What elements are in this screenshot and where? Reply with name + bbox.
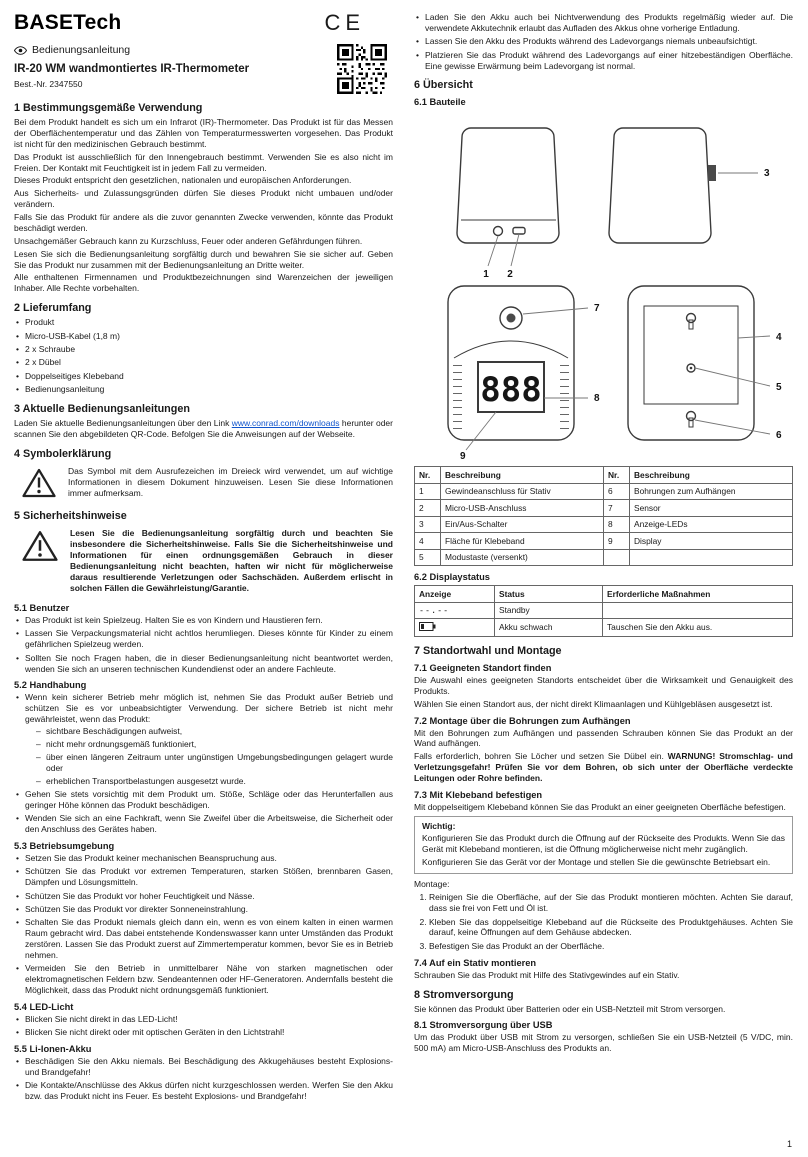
list-item: • Schützen Sie das Produkt vor direkter Sonneneinstrahlung. [14, 904, 393, 915]
table-cell: Gewindeanschluss für Stativ [441, 483, 604, 500]
section-7-3-paragraph: Mit doppelseitigem Klebeband können Sie das Produkt an einer geeigneten Oberfläche befestigen. [414, 801, 786, 812]
sublist-item: – über einen längeren Zeitraum unter ungünstigen Umgebungsbedingungen gelagert wurde oder [36, 752, 393, 774]
section-5-5-heading: 5.5 Li-Ionen-Akku [14, 1044, 92, 1055]
list-item: • Doppelseitiges Klebeband [14, 371, 393, 382]
table-row [415, 619, 793, 637]
callout-5: 5 [775, 382, 782, 394]
column-header: Beschreibung [630, 467, 793, 484]
callout-1: 1 [482, 269, 489, 281]
device-diagram [418, 110, 790, 462]
tripod-thread [493, 227, 502, 236]
table-header-row [415, 586, 793, 603]
section-6-1-heading: 6.1 Bauteile [414, 97, 466, 108]
power-switch [708, 165, 716, 181]
section-1-paragraph: Alle enthaltenen Firmennamen und Produktbezeichnungen sind Warenzeichen der jeweiligen Inhaber. Alle Rechte vorbehalten. [14, 272, 393, 294]
list-item: • Vermeiden Sie den Betrieb in unmittelbarer Nähe von starken magnetischen oder elektromagnetischen Feldern bzw. Sendeantennen oder HF-Generatoren. Andernfalls besteht die Möglichkeit, dass das Produkt nicht ordnungsgemäß funktioniert. [14, 963, 393, 996]
safety-warning-note [14, 525, 393, 597]
symbol-explanation-note [14, 463, 393, 502]
column-header: Nr. [604, 467, 630, 484]
table-cell: 2 [415, 500, 441, 517]
callout-9: 9 [459, 451, 466, 463]
section-7-4-heading: 7.4 Auf ein Stativ montieren [414, 957, 537, 968]
section-7-4-paragraph: Schrauben Sie das Produkt mit Hilfe des Stativgewindes auf ein Stativ. [414, 969, 680, 980]
action-cell [603, 602, 793, 619]
section-6-2-heading: 6.2 Displaystatus [414, 572, 490, 583]
list-item: • Laden Sie den Akku auch bei Nichtverwendung des Produkts regelmäßig wieder auf. Die verwendete Akkutechnik erlaubt das Aufladen des Akkus ohne vorherige Entladung. [414, 12, 793, 34]
list-item: • Blicken Sie nicht direkt in das LED-Licht! [14, 1014, 393, 1025]
list-item: • Micro-USB-Kabel (1,8 m) [14, 331, 393, 342]
usb-port [513, 228, 525, 235]
section-1-paragraph: Falls Sie das Produkt für andere als die zuvor genannten Zwecke verwenden, könnte das Produkt beschädigt werden. [14, 212, 393, 233]
section-7-2-paragraph: Mit den Bohrungen zum Aufhängen und passenden Schrauben können Sie das Produkt an der Wand aufhängen. [414, 727, 793, 749]
table-cell: 1 [415, 483, 441, 500]
important-paragraph: Konfigurieren Sie das Gerät vor der Montage und stellen Sie die gewünschte Betriebsart ein. [422, 856, 771, 867]
table-cell: Micro-USB-Anschluss [441, 500, 604, 517]
callout-8: 8 [593, 393, 600, 405]
table-cell [604, 549, 630, 566]
table-cell: Modustaste (versenkt) [441, 549, 604, 566]
adhesive-area [644, 306, 738, 404]
section-8-1-paragraph: Um das Produkt über USB mit Strom zu versorgen, schließen Sie ein USB-Netzteil (5 V/DC, min. 500 mA) am Micro-USB-Anschluss des Produkts an. [414, 1032, 793, 1054]
section-7-1-heading: 7.1 Geeigneten Standort finden [414, 662, 552, 673]
hanging-hole-top [686, 314, 695, 323]
column-header: Status [495, 586, 603, 603]
list-item: • Blicken Sie nicht direkt oder mit optischen Geräten in den Lichtstrahl! [14, 1027, 393, 1038]
product-title: IR-20 WM wandmontiertes IR-Thermometer [14, 63, 250, 75]
section-1-paragraph: Lesen Sie sich die Bedienungsanleitung sorgfältig durch und bewahren Sie sie sicher auf. Geben Sie das Produkt nur zusammen mit der Bedienungsanleitung an Dritte weiter. [14, 248, 393, 270]
section-7-1-paragraph: Die Auswahl eines geeigneten Standorts entscheidet über die Wirksamkeit und Genauigkeit des Produkts. [414, 674, 793, 696]
table-row [415, 500, 793, 517]
section-1-paragraph: Das Produkt ist ausschließlich für den Innengebrauch bestimmt. Verwenden Sie es also nicht im Freien. Der Kontakt mit Feuchtigkeit ist in jedem Fall zu vermeiden. [14, 151, 393, 173]
table-row [415, 549, 793, 566]
section-2-heading: 2 Lieferumfang [14, 302, 92, 315]
callout-4: 4 [775, 332, 782, 344]
table-cell: 9 [604, 533, 630, 550]
table-row [415, 533, 793, 550]
betriebsumgebung-list [14, 853, 393, 996]
list-item: • Lassen Sie den Akku des Produkts während des Ladevorgangs niemals unbeaufsichtigt. [414, 36, 793, 47]
important-paragraph: Konfigurieren Sie das Produkt durch die Öffnung auf der Rückseite des Produkts. Wenn Sie das Gerät mit Klebeband montieren, ist die Öffnung möglicherweise nicht mehr zugänglich. [422, 832, 785, 854]
battery-low-icon [419, 622, 436, 631]
device-rear-view [628, 286, 754, 440]
order-number: Best.-Nr. 2347550 [14, 79, 83, 89]
table-cell: 8 [604, 516, 630, 533]
list-item: • Platzieren Sie das Produkt während des Ladevorgangs auf einer hitzebeständigen Oberfläche. Eine gewisse Erwärmung beim Ladevorgang ist normal. [414, 50, 793, 72]
list-item: • Produkt [14, 317, 393, 328]
table-cell: Anzeige-LEDs [630, 516, 793, 533]
sublist-item: – nicht mehr ordnungsgemäß funktioniert, [36, 739, 393, 750]
callout-2: 2 [506, 269, 513, 281]
warning-text: WARNUNG! Stromschlag- und Verletzungsgefahr! Prüfen Sie vor dem Bohren, ob sich unter der Oberfläche verdeckte Leitungen oder Rohre befinden. [414, 751, 793, 783]
callout-7: 7 [593, 303, 600, 315]
table-cell: 6 [604, 483, 630, 500]
device-side-view [609, 128, 711, 243]
qr-code [337, 44, 387, 94]
section-5-4-heading: 5.4 LED-Licht [14, 1001, 74, 1012]
section-7-2-paragraph [414, 751, 793, 784]
list-item: • Setzen Sie das Produkt keiner mechanischen Beanspruchung aus. [14, 853, 393, 864]
doc-type-label: Bedienungsanleitung [32, 44, 131, 56]
table-cell: 3 [415, 516, 441, 533]
list-item: • 2 x Schraube [14, 344, 393, 355]
sublist-item: – sichtbare Beschädigungen aufweist, [36, 726, 393, 737]
section-4-heading: 4 Symbolerklärung [14, 447, 112, 460]
list-item: • Gehen Sie stets vorsichtig mit dem Produkt um. Stöße, Schläge oder das Herunterfallen aus geringer Höhe können das Produkt beschädigen. [14, 789, 393, 811]
hanging-hole-bottom [686, 412, 695, 421]
table-row [415, 483, 793, 500]
ce-mark: CE [324, 10, 365, 35]
section-8-paragraph: Sie können das Produkt über Batterien oder ein USB-Netzteil mit Strom versorgen. [414, 1003, 726, 1014]
section-8-heading: 8 Stromversorgung [414, 988, 514, 1001]
table-cell [630, 549, 793, 566]
section-1-paragraph: Aus Sicherheits- und Zulassungsgründen dürfen Sie dieses Produkt nicht umbauen und/oder verändern. [14, 188, 393, 210]
section-1-paragraph: Bei dem Produkt handelt es sich um ein Infrarot (IR)-Thermometer. Das Produkt ist für das Messen der Oberflächentemperatur und das Zählen von Temperaturmesswerten vorgesehen. Das Produkt ist nicht für den medizinischen Gebrauch bestimmt. [14, 117, 393, 149]
page-number: 1 [786, 1139, 792, 1149]
display-reading-cell: --.-- [415, 602, 495, 619]
list-item-text: Wenn kein sicherer Betrieb mehr möglich ist, nehmen Sie das Produkt außer Betrieb und schützen Sie es vor unbeabsichtigter Verwendung. Der sichere Betrieb ist nicht mehr gewährleistet, wenn das Produkt: [25, 692, 393, 725]
list-item: • Die Kontakte/Anschlüsse des Akkus dürfen nicht kurzgeschlossen werden. Werfen Sie den Akku bzw. das Produkt nicht ins Feuer. Es besteht Explosions- und Brandgefahr! [14, 1080, 393, 1102]
parts-table [414, 466, 793, 566]
benutzer-list [14, 615, 393, 674]
right-column [414, 12, 793, 1105]
list-item: • 2 x Dübel [14, 357, 393, 368]
list-item: • Beschädigen Sie den Akku niemals. Bei Beschädigung des Akkugehäuses besteht Explosions- und Brandgefahr! [14, 1056, 393, 1078]
list-item: • Bedienungsanleitung [14, 384, 393, 395]
section-1-paragraph: Unsachgemäßer Gebrauch kann zu Kurzschluss, Feuer oder anderen Gefährdungen führen. [14, 235, 363, 246]
table-cell: 7 [604, 500, 630, 517]
brand-tech: Tech [73, 11, 122, 34]
table-row [415, 516, 793, 533]
warning-triangle-icon [22, 468, 56, 498]
section-5-1-heading: 5.1 Benutzer [14, 603, 70, 614]
step-item: 3. Befestigen Sie das Produkt an der Oberfläche. [429, 941, 793, 952]
table-cell: Bohrungen zum Aufhängen [630, 483, 793, 500]
column-header: Nr. [415, 467, 441, 484]
section-7-heading: 7 Standortwahl und Montage [414, 644, 562, 657]
status-cell: Standby [495, 602, 603, 619]
display-reading-cell [415, 619, 495, 637]
action-cell: Tauschen Sie den Akku aus. [603, 619, 793, 637]
table-row [415, 602, 793, 619]
table-cell: Sensor [630, 500, 793, 517]
column-header: Erforderliche Maßnahmen [603, 586, 793, 603]
section-1-paragraph: Dieses Produkt entspricht den gesetzlichen, nationalen und europäischen Anforderungen. [14, 175, 352, 186]
text-before-link: Laden Sie aktuelle Bedienungsanleitungen über den Link [14, 417, 232, 428]
scope-of-delivery-list [14, 317, 393, 395]
montage-label: Montage: [414, 879, 450, 890]
table-cell: 4 [415, 533, 441, 550]
list-item: • Das Produkt ist kein Spielzeug. Halten Sie es von Kindern und Haustieren fern. [14, 615, 393, 626]
montage-steps [414, 892, 793, 951]
sublist-item: – erheblichen Transportbelastungen ausgesetzt wurde. [36, 776, 393, 787]
instructions-eye-icon [14, 46, 27, 55]
column-header: Beschreibung [441, 467, 604, 484]
list-item [14, 692, 393, 786]
status-cell: Akku schwach [495, 619, 603, 637]
handhabung-list [14, 692, 393, 835]
important-note-box [414, 816, 793, 875]
table-cell: Fläche für Klebeband [441, 533, 604, 550]
section-6-heading: 6 Übersicht [414, 79, 473, 92]
section-7-1-paragraph: Wählen Sie einen Standort aus, der nicht direkt Klimaanlagen und Kühlgebläsen ausgesetzt ist. [414, 698, 773, 709]
left-column [14, 12, 393, 1105]
safety-warning-text: Lesen Sie die Bedienungsanleitung sorgfältig durch und beachten Sie insbesondere die Sicherheitshinweise. Falls Sie die Sicherheitshinweise und Informationen für einen ordnungsgemäßen Gebrauch in dieser Bedienungsanleitung nicht beachten, haften wir nicht für möglicherweise daraus resultierende Verletzungen oder Sachschäden. Außerdem erlischt in solchen Fällen die Gewährleistung/Garantie. [70, 527, 393, 593]
warning-triangle-icon [22, 530, 58, 562]
device-bottom-view [457, 128, 559, 243]
callout-6: 6 [775, 430, 782, 442]
column-header: Anzeige [415, 586, 495, 603]
table-cell: Ein/Aus-Schalter [441, 516, 604, 533]
section-8-1-heading: 8.1 Stromversorgung über USB [414, 1020, 553, 1031]
akku-list [14, 1056, 393, 1102]
section-7-3-heading: 7.3 Mit Klebeband befestigen [414, 789, 543, 800]
list-item: • Sollten Sie noch Fragen haben, die in dieser Bedienungsanleitung nicht beantwortet werden, wenden Sie sich an unseren technischen Kundendienst oder an andere Fachleute. [14, 653, 393, 675]
akku-list-continued [414, 12, 793, 71]
list-item: • Schützen Sie das Produkt vor extremen Temperaturen, starken Stößen, brennbaren Gasen, Dämpfen und Lösungsmitteln. [14, 866, 393, 888]
section-5-heading: 5 Sicherheitshinweise [14, 509, 127, 522]
display-digits: 888 [479, 370, 542, 411]
list-item: • Lassen Sie Verpackungsmaterial nicht achtlos herumliegen. Dieses könnte für Kinder zu einem gefährlichen Spielzeug werden. [14, 628, 393, 650]
section-7-2-heading: 7.2 Montage über die Bohrungen zum Aufhängen [414, 715, 631, 726]
section-1-heading: 1 Bestimmungsgemäße Verwendung [14, 102, 203, 114]
callout-3: 3 [763, 168, 770, 180]
paragraph-text: Falls erforderlich, bohren Sie Löcher und setzen Sie Dübel ein. [414, 751, 668, 762]
step-item: 1. Reinigen Sie die Oberfläche, auf der Sie das Produkt montieren möchten. Achten Sie darauf, dass sie frei von Fett und Öl ist. [429, 892, 793, 914]
list-item: • Schalten Sie das Produkt niemals gleich dann ein, wenn es von einem kalten in einen warmen Raum gebracht wird. Das dabei entstehende Kondenswasser kann unter Umständen das Produkt zerstören. Lassen Sie das Produkt zuerst auf Zimmertemperatur kommen, bevor Sie es in Betrieb nehmen. [14, 917, 393, 961]
led-licht-list [14, 1014, 393, 1038]
list-item: • Wenden Sie sich an eine Fachkraft, wenn Sie Zweifel über die Arbeitsweise, die Sicherheit oder den Anschluss des Gerätes haben. [14, 813, 393, 835]
text-after-link: herunter oder scannen Sie den abgebildeten QR-Code. Befolgen Sie die Anweisungen auf der Webseite. [14, 417, 393, 439]
list-item: • Schützen Sie das Produkt vor hoher Feuchtigkeit und Nässe. [14, 891, 393, 902]
handhabung-sublist [36, 726, 393, 786]
table-cell: Display [630, 533, 793, 550]
table-cell: 5 [415, 549, 441, 566]
section-5-2-heading: 5.2 Handhabung [14, 680, 87, 691]
conrad-downloads-link[interactable]: www.conrad.com/downloads [231, 417, 340, 428]
brand-logo [14, 12, 121, 33]
section-3-paragraph [14, 418, 393, 440]
brand-base: BASE [14, 11, 74, 34]
title-block [14, 44, 393, 94]
page-header [14, 12, 393, 34]
symbol-explanation-text: Das Symbol mit dem Ausrufezeichen im Dreieck wird verwendet, um auf wichtige Informationen in diesem Dokument hinzuweisen. Lesen Sie diese Informationen immer aufmerksam. [68, 465, 393, 498]
section-3-heading: 3 Aktuelle Bedienungsanleitungen [14, 402, 190, 415]
doc-type-line [14, 44, 249, 56]
table-header-row [415, 467, 793, 484]
display-status-table [414, 585, 793, 637]
device-figure [414, 110, 793, 462]
step-item: 2. Kleben Sie das doppelseitige Klebeband auf die Rückseite des Produktgehäuses. Achten Sie darauf, keine Öffnungen auf dem Gehäuse abdecken. [429, 917, 793, 939]
important-label: Wichtig: [422, 820, 456, 831]
section-5-3-heading: 5.3 Betriebsumgebung [14, 840, 115, 851]
